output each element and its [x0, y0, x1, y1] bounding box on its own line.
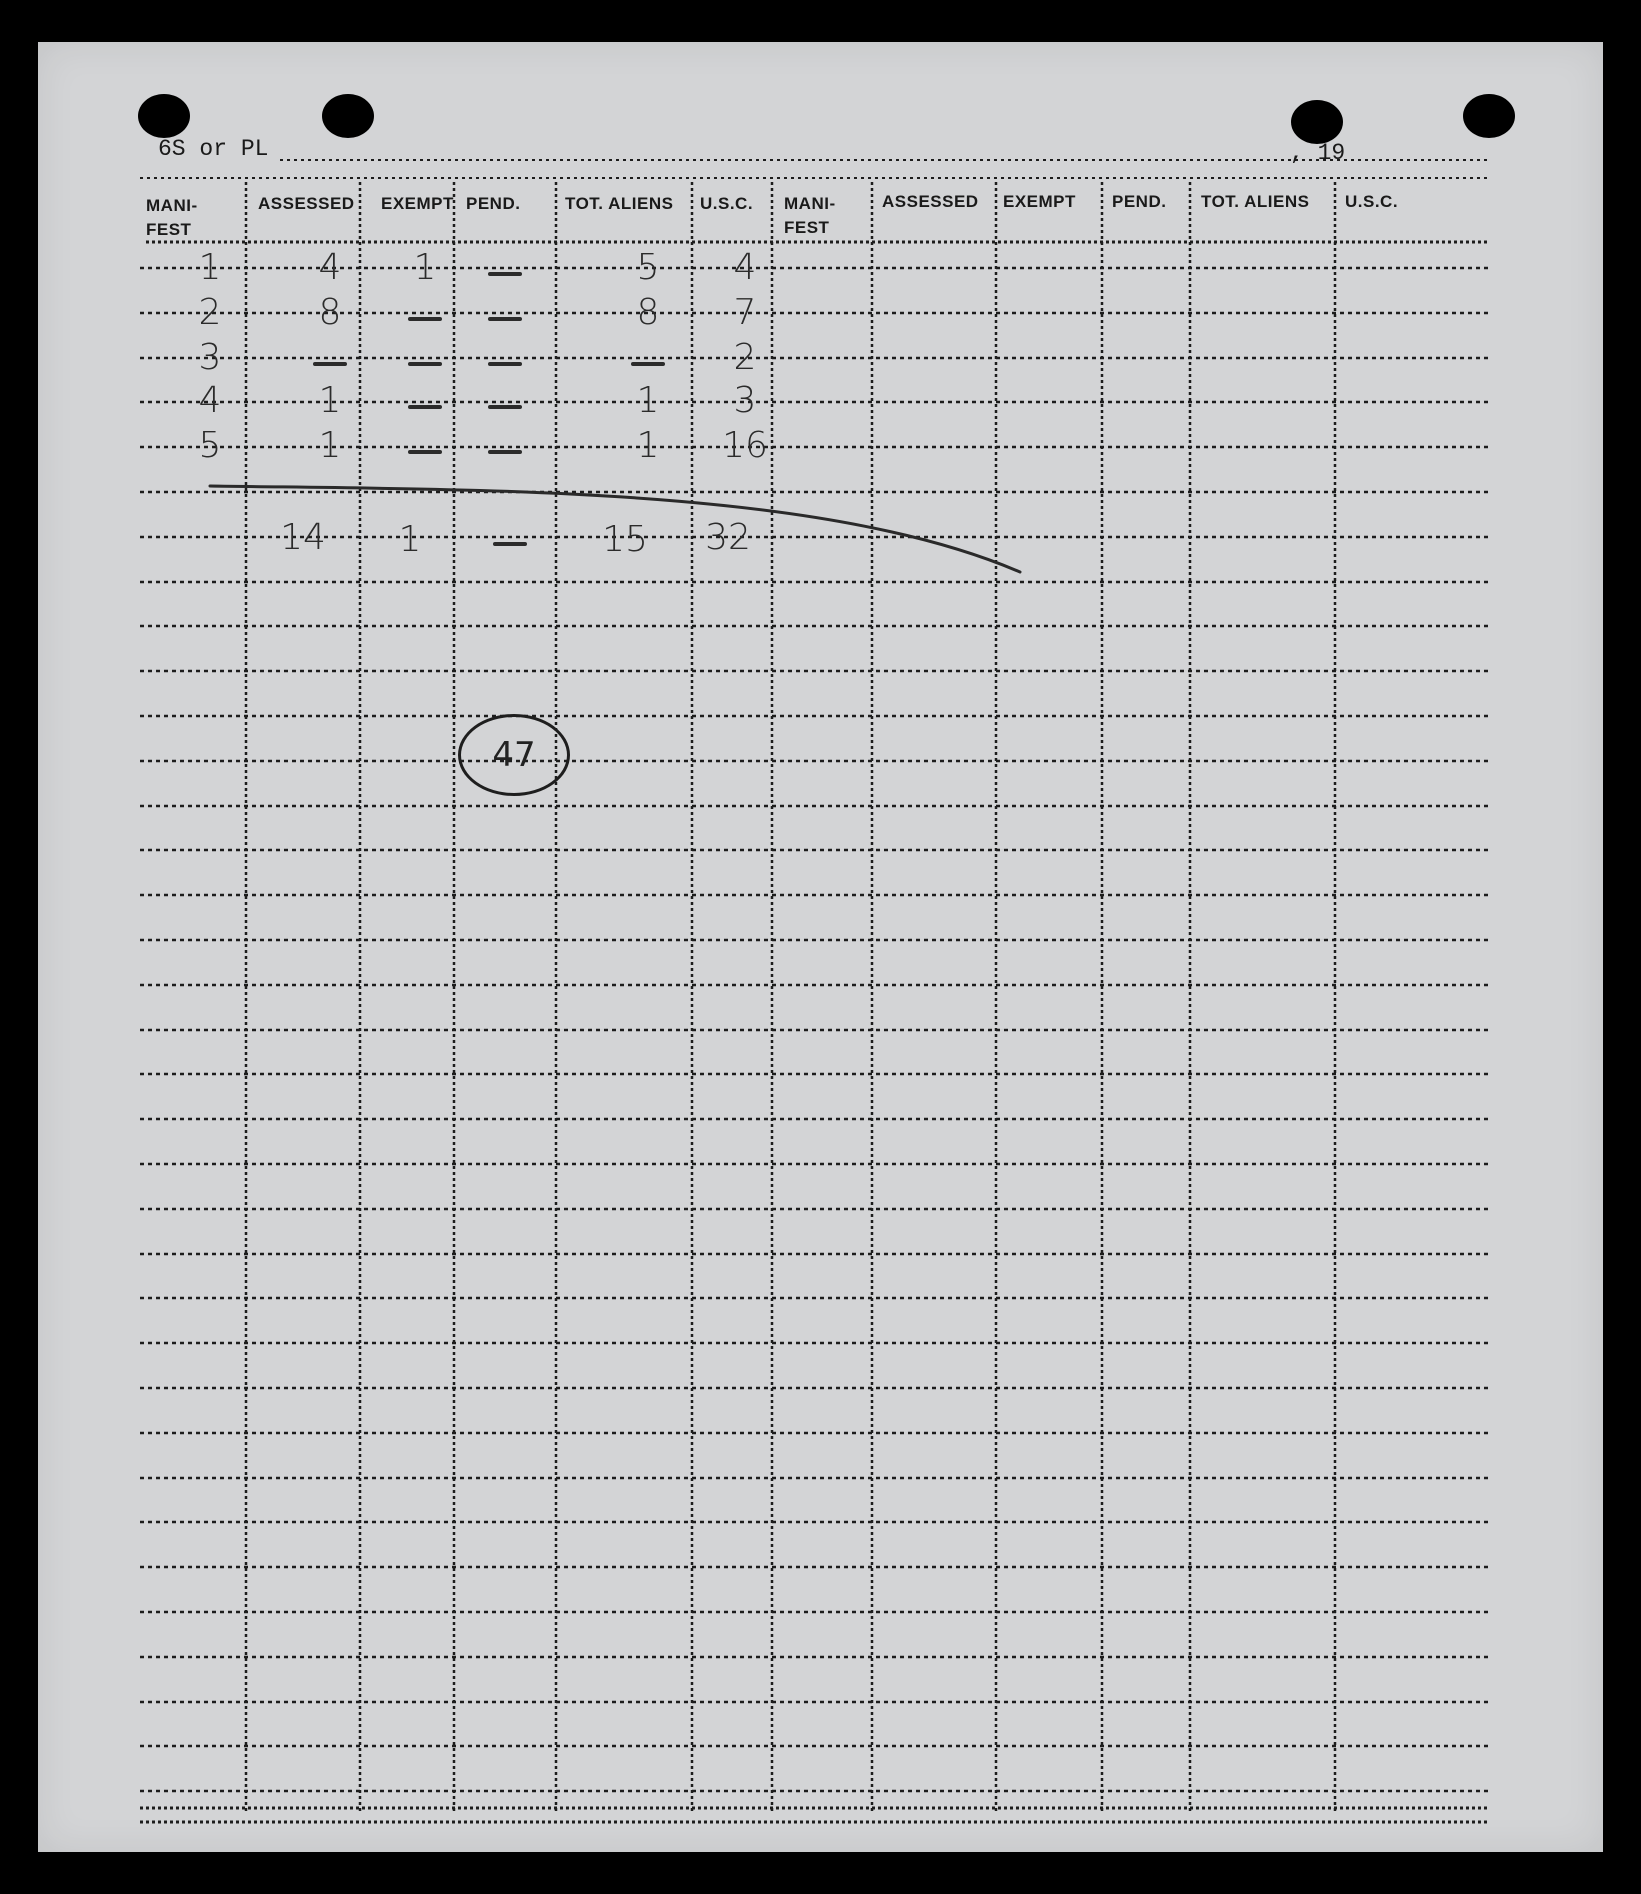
cell-tot-aliens: 5	[636, 247, 660, 288]
cell-exempt: 1	[413, 247, 437, 288]
column-header-usc: U.S.C.	[700, 194, 754, 213]
cell-assessed: 8	[318, 292, 342, 333]
column-header-exempt: EXEMPT	[381, 194, 454, 213]
cell-usc: 4	[733, 247, 757, 288]
cell-manifest: 4	[198, 380, 222, 421]
column-header-manifest: MANI- FEST	[146, 196, 198, 239]
cell-assessed: 1	[318, 425, 342, 466]
column-header-pend: PEND.	[1112, 192, 1167, 211]
cell-manifest: 2	[198, 292, 222, 333]
cell-manifest: 1	[198, 247, 222, 288]
cell-tot-aliens: 8	[636, 292, 660, 333]
column-header-usc: U.S.C.	[1345, 192, 1399, 211]
total-assessed: 14	[280, 517, 326, 558]
cell-manifest: 3	[198, 337, 222, 378]
total-exempt: 1	[398, 519, 422, 560]
column-header-tot-aliens: TOT. ALIENS	[1201, 192, 1310, 211]
form-title: 6S or PL	[158, 136, 269, 162]
cell-assessed: 4	[318, 247, 342, 288]
cell-tot-aliens: 1	[636, 425, 660, 466]
column-header-tot-aliens: TOT. ALIENS	[565, 194, 674, 213]
column-header-assessed: ASSESSED	[882, 192, 979, 211]
cell-usc: 16	[722, 425, 768, 466]
cell-assessed: 1	[318, 380, 342, 421]
total-tot-aliens: 15	[602, 519, 648, 560]
column-header-assessed: ASSESSED	[258, 194, 355, 213]
cell-tot-aliens: 1	[636, 380, 660, 421]
cell-usc: 2	[733, 337, 757, 378]
year-label: , 19	[1290, 140, 1346, 166]
cell-usc: 3	[733, 380, 757, 421]
column-header-pend: PEND.	[466, 194, 521, 213]
circled-grand-total: 47	[458, 714, 570, 796]
column-header-exempt: EXEMPT	[1003, 192, 1076, 211]
cell-manifest: 5	[198, 425, 222, 466]
total-usc: 32	[705, 517, 751, 558]
cell-usc: 7	[733, 292, 757, 333]
column-header-manifest: MANI- FEST	[784, 194, 836, 237]
